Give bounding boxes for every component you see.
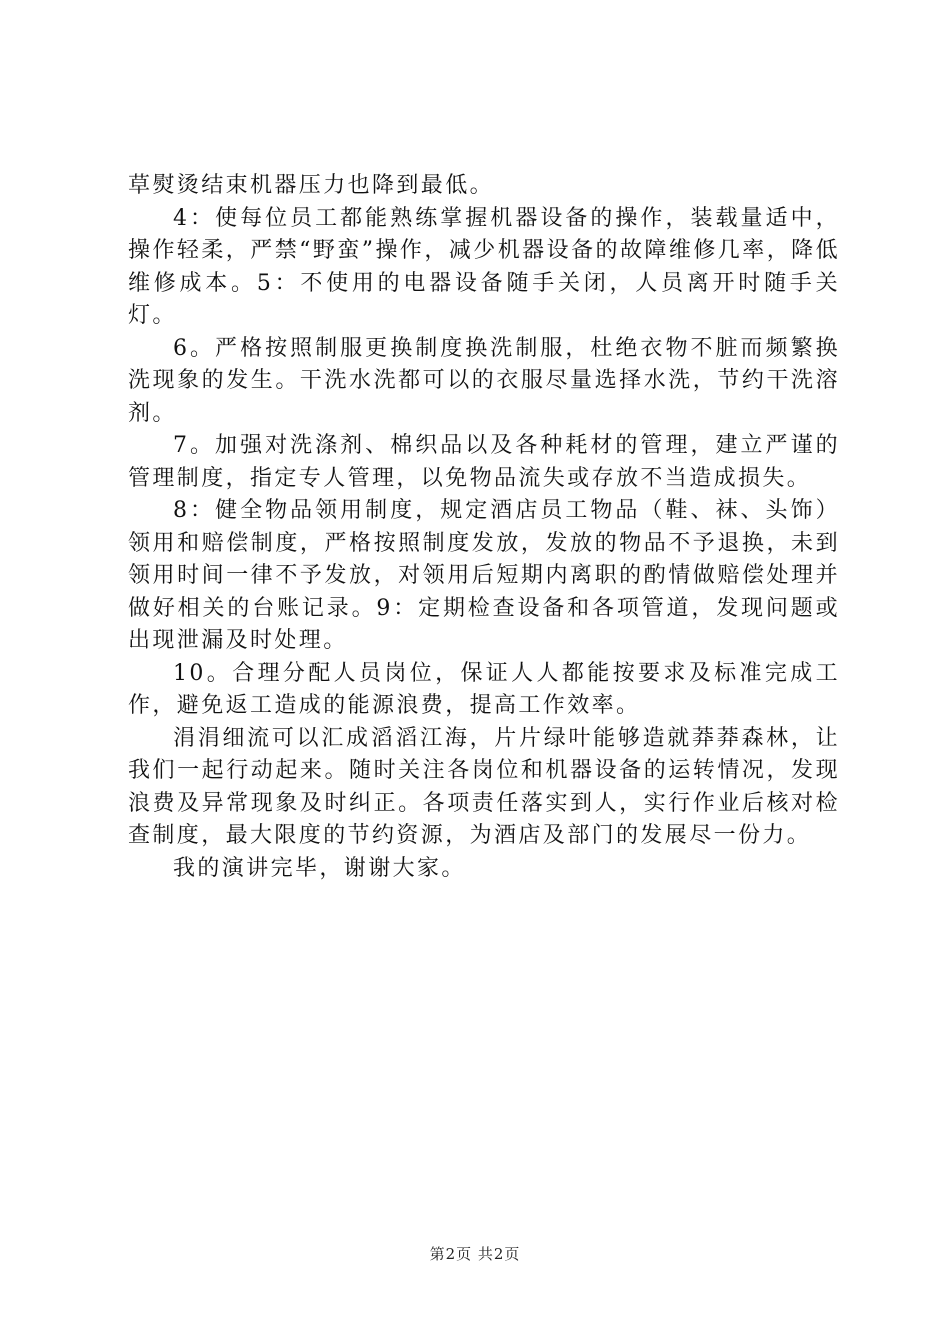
paragraph-item-10: 10。合理分配人员岗位，保证人人都能按要求及标准完成工作，避免返工造成的能源浪费，提高工作效率。 bbox=[128, 660, 840, 718]
paragraph-item-7: 7。加强对洗涤剂、棉织品以及各种耗材的管理，建立严谨的管理制度，指定专人管理，以免物品流失或存放不当造成损失。 bbox=[128, 433, 840, 491]
paragraph-item-8-9: 8：健全物品领用制度，规定酒店员工物品（鞋、袜、头饰）领用和赔偿制度，严格按照制度发放，发放的物品不予退换，未到领用时间一律不予发放，对领用后短期内离职的酌情做赔偿处理并做好相关的台账记录。9：定期检查设备和各项管道，发现问题或出现泄漏及时处理。 bbox=[128, 498, 840, 653]
paragraph-conclusion: 涓涓细流可以汇成滔滔江海，片片绿叶能够造就莽莽森林，让我们一起行动起来。随时关注各岗位和机器设备的运转情况，发现浪费及异常现象及时纠正。各项责任落实到人，实行作业后核对检查制度，最大限度的节约资源，为酒店及部门的发展尽一份力。 bbox=[128, 725, 840, 848]
document-body bbox=[128, 170, 840, 885]
paragraph-closing: 我的演讲完毕，谢谢大家。 bbox=[173, 855, 466, 881]
paragraph-continuation: 草熨烫结束机器压力也降到最低。 bbox=[128, 173, 495, 198]
paragraph-item-4-5: 4：使每位员工都能熟练掌握机器设备的操作，装载量适中，操作轻柔，严禁“野蛮”操作，减少机器设备的故障维修几率，降低维修成本。5：不使用的电器设备随手关闭，人员离开时随手关灯。 bbox=[128, 205, 840, 328]
paragraph-item-6: 6。严格按照制服更换制度换洗制服，杜绝衣物不脏而频繁换洗现象的发生。干洗水洗都可以的衣服尽量选择水洗，节约干洗溶剂。 bbox=[128, 335, 840, 426]
page-number-footer: 第2页 共2页 bbox=[429, 1245, 521, 1263]
